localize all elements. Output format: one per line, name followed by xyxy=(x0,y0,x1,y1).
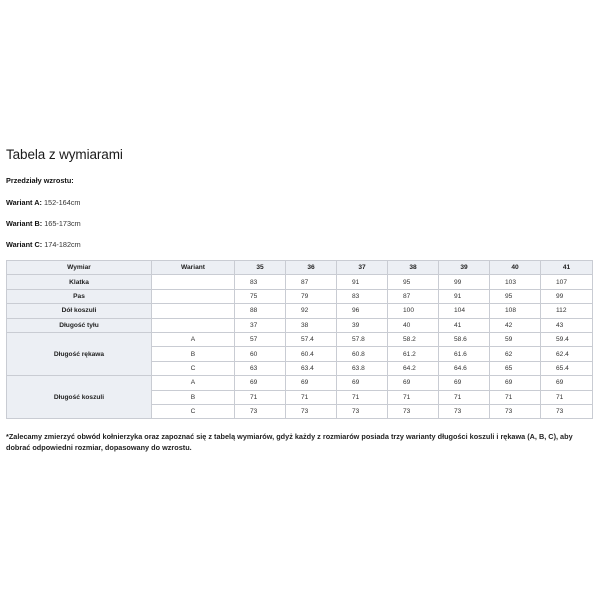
variant-a-label: Wariant A: xyxy=(6,198,42,207)
variant-b-value: 165-173cm xyxy=(44,219,81,228)
value-cell: 61.2 xyxy=(388,347,439,361)
value-cell: 62.4 xyxy=(541,347,593,361)
value-cell: 73 xyxy=(337,404,388,418)
value-cell: 83 xyxy=(235,275,286,289)
value-cell: 92 xyxy=(286,304,337,318)
row-label: Dół koszuli xyxy=(7,304,152,318)
value-cell: 60 xyxy=(235,347,286,361)
variant-cell xyxy=(152,318,235,332)
row-label: Długość rękawa xyxy=(7,332,152,375)
value-cell: 73 xyxy=(235,404,286,418)
column-header: 35 xyxy=(235,261,286,275)
column-header: 37 xyxy=(337,261,388,275)
value-cell: 71 xyxy=(541,390,593,404)
table-row xyxy=(7,304,593,318)
column-header: 39 xyxy=(439,261,490,275)
variant-b-label: Wariant B: xyxy=(6,219,43,228)
value-cell: 40 xyxy=(388,318,439,332)
column-header: 41 xyxy=(541,261,593,275)
footnote: *Zalecamy zmierzyć obwód kołnierzyka oraz zapoznać się z tabelą wymiarów, gdyż każdy z rozmiarów posiada trzy warianty długości koszuli i rękawa (A, B, C), aby dobrać odpowiedni rozmiar, dopasowany do wzrostu. xyxy=(6,432,573,452)
value-cell: 73 xyxy=(286,404,337,418)
variant-c-range xyxy=(6,240,81,249)
value-cell: 57.8 xyxy=(337,332,388,346)
row-label: Pas xyxy=(7,289,152,303)
value-cell: 62 xyxy=(490,347,541,361)
variant-a-value: 152-164cm xyxy=(43,198,81,207)
row-label: Długość koszuli xyxy=(7,376,152,419)
value-cell: 99 xyxy=(439,275,490,289)
value-cell: 69 xyxy=(541,376,593,390)
variant-c-label: Wariant C: xyxy=(6,240,43,249)
table-body xyxy=(7,275,593,419)
value-cell: 41 xyxy=(439,318,490,332)
value-cell: 99 xyxy=(541,289,593,303)
value-cell: 39 xyxy=(337,318,388,332)
value-cell: 71 xyxy=(337,390,388,404)
value-cell: 103 xyxy=(490,275,541,289)
value-cell: 108 xyxy=(490,304,541,318)
value-cell: 71 xyxy=(439,390,490,404)
value-cell: 69 xyxy=(235,376,286,390)
value-cell: 63.8 xyxy=(337,361,388,375)
value-cell: 71 xyxy=(235,390,286,404)
value-cell: 37 xyxy=(235,318,286,332)
variant-b-range xyxy=(6,219,81,228)
variant-a-range xyxy=(6,198,81,207)
value-cell: 69 xyxy=(439,376,490,390)
value-cell: 58.6 xyxy=(439,332,490,346)
value-cell: 63 xyxy=(235,361,286,375)
column-header: 36 xyxy=(286,261,337,275)
value-cell: 104 xyxy=(439,304,490,318)
value-cell: 87 xyxy=(286,275,337,289)
value-cell: 69 xyxy=(337,376,388,390)
table-row xyxy=(7,289,593,303)
value-cell: 69 xyxy=(388,376,439,390)
value-cell: 73 xyxy=(541,404,593,418)
table-row xyxy=(7,275,593,289)
value-cell: 91 xyxy=(439,289,490,303)
column-header: 38 xyxy=(388,261,439,275)
value-cell: 69 xyxy=(490,376,541,390)
value-cell: 59.4 xyxy=(541,332,593,346)
variant-cell: B xyxy=(152,347,235,361)
value-cell: 63.4 xyxy=(286,361,337,375)
value-cell: 42 xyxy=(490,318,541,332)
value-cell: 73 xyxy=(439,404,490,418)
value-cell: 69 xyxy=(286,376,337,390)
value-cell: 95 xyxy=(490,289,541,303)
value-cell: 65 xyxy=(490,361,541,375)
value-cell: 96 xyxy=(337,304,388,318)
variant-cell: A xyxy=(152,332,235,346)
variant-cell xyxy=(152,304,235,318)
value-cell: 60.4 xyxy=(286,347,337,361)
value-cell: 71 xyxy=(286,390,337,404)
height-ranges-heading xyxy=(6,176,74,185)
row-label: Klatka xyxy=(7,275,152,289)
value-cell: 107 xyxy=(541,275,593,289)
column-header: Wariant xyxy=(152,261,235,275)
value-cell: 75 xyxy=(235,289,286,303)
page-title: Tabela z wymiarami xyxy=(6,147,123,162)
value-cell: 95 xyxy=(388,275,439,289)
value-cell: 73 xyxy=(388,404,439,418)
row-label: Długość tyłu xyxy=(7,318,152,332)
value-cell: 59 xyxy=(490,332,541,346)
value-cell: 64.2 xyxy=(388,361,439,375)
value-cell: 60.8 xyxy=(337,347,388,361)
value-cell: 83 xyxy=(337,289,388,303)
variant-cell: A xyxy=(152,376,235,390)
variant-c-value: 174-182cm xyxy=(44,240,81,249)
table-row xyxy=(7,376,593,390)
table-row xyxy=(7,318,593,332)
size-table xyxy=(6,260,593,419)
value-cell: 58.2 xyxy=(388,332,439,346)
value-cell: 71 xyxy=(388,390,439,404)
value-cell: 112 xyxy=(541,304,593,318)
value-cell: 43 xyxy=(541,318,593,332)
value-cell: 65.4 xyxy=(541,361,593,375)
variant-cell xyxy=(152,289,235,303)
value-cell: 57.4 xyxy=(286,332,337,346)
value-cell: 88 xyxy=(235,304,286,318)
table-row xyxy=(7,332,593,346)
value-cell: 64.6 xyxy=(439,361,490,375)
column-header: 40 xyxy=(490,261,541,275)
value-cell: 100 xyxy=(388,304,439,318)
variant-cell xyxy=(152,275,235,289)
variant-cell: C xyxy=(152,404,235,418)
value-cell: 79 xyxy=(286,289,337,303)
value-cell: 87 xyxy=(388,289,439,303)
table-header-row xyxy=(7,261,593,275)
variant-cell: B xyxy=(152,390,235,404)
column-header: Wymiar xyxy=(7,261,152,275)
value-cell: 91 xyxy=(337,275,388,289)
value-cell: 73 xyxy=(490,404,541,418)
height-ranges-heading-text: Przedziały wzrostu: xyxy=(6,176,74,185)
value-cell: 61.6 xyxy=(439,347,490,361)
value-cell: 57 xyxy=(235,332,286,346)
value-cell: 71 xyxy=(490,390,541,404)
value-cell: 38 xyxy=(286,318,337,332)
variant-cell: C xyxy=(152,361,235,375)
